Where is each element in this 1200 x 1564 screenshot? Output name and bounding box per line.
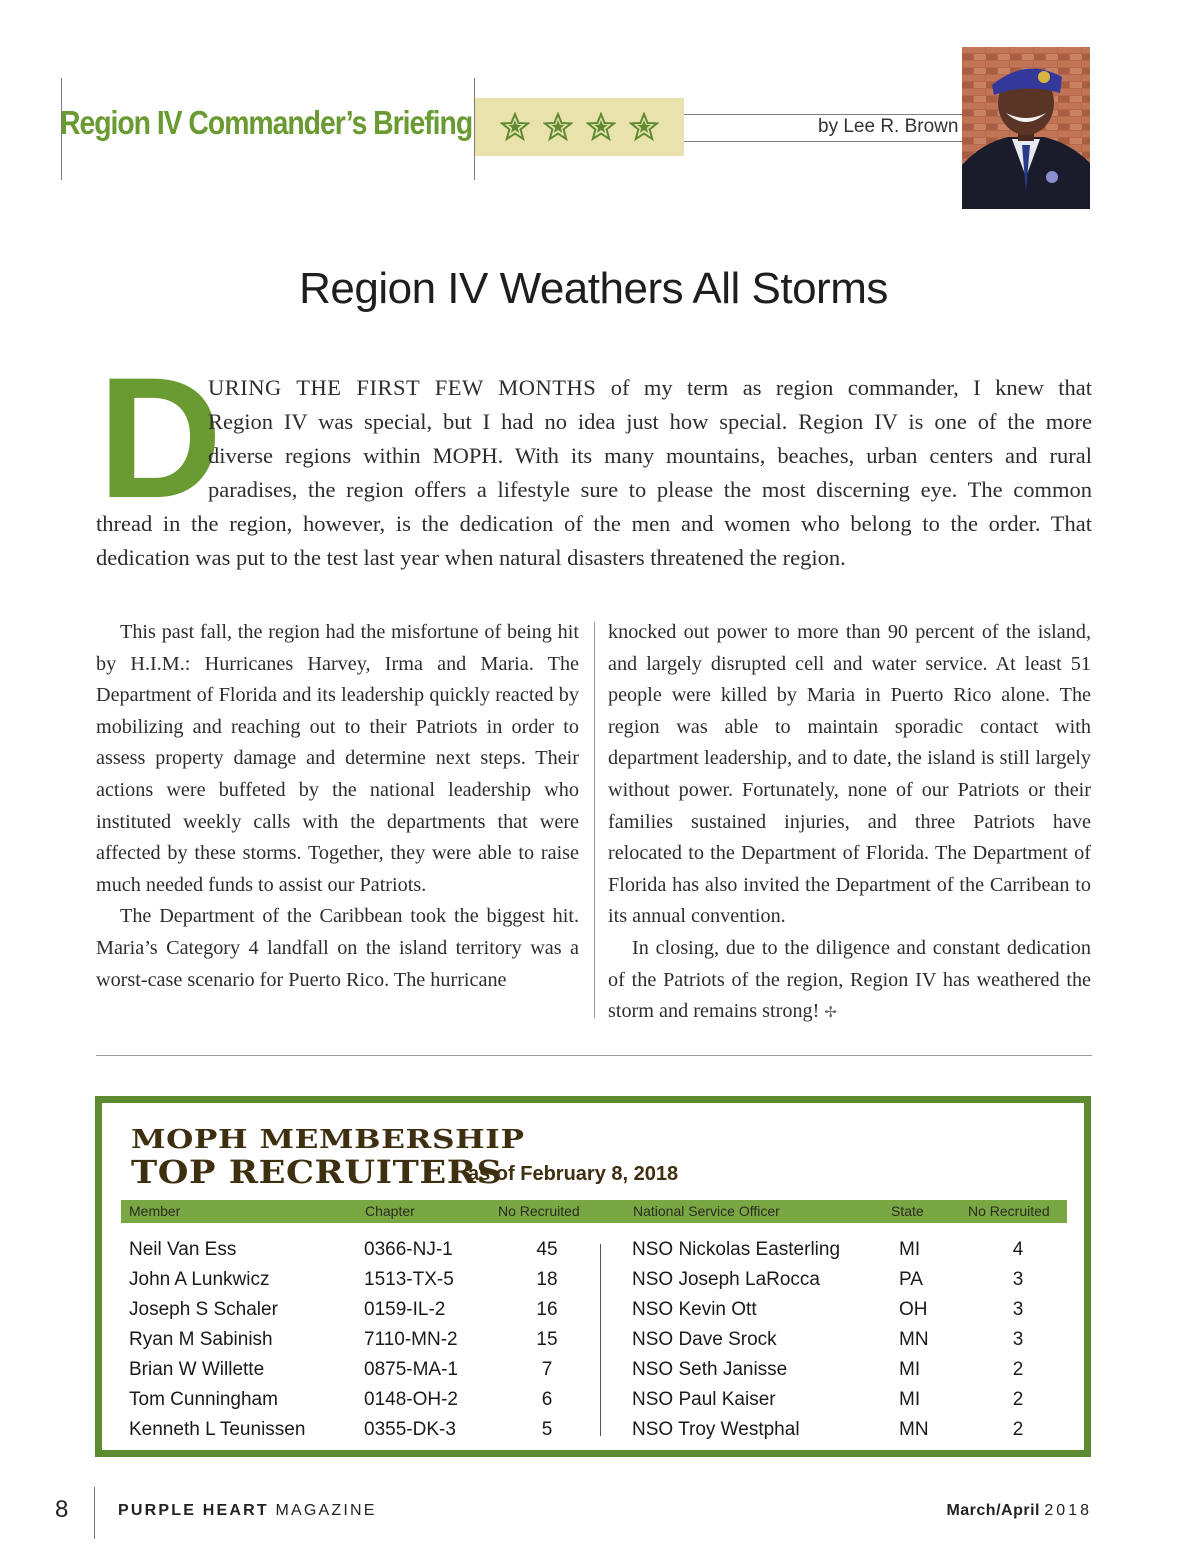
table-header (121, 1200, 1067, 1223)
column-header-state: State (891, 1203, 924, 1219)
column-header-nso-recruited: No Recruited (968, 1203, 1050, 1219)
member-name: Brian W Willette (129, 1359, 265, 1380)
intro-line: thread in the region, however, is the dedication of the men and women who belong to the order. That (96, 511, 1092, 536)
member-name: Joseph S Schaler (129, 1299, 278, 1320)
end-mark-icon: ✢ (824, 1003, 837, 1022)
magazine-name-bold: PURPLE HEART (118, 1502, 269, 1519)
star-icon (629, 112, 659, 142)
member-name: Kenneth L Teunissen (129, 1419, 306, 1440)
article-headline: Region IV Weathers All Storms (299, 264, 888, 313)
page-number: 8 (55, 1496, 69, 1523)
intro-lead: URING THE FIRST FEW MONTHS (208, 375, 597, 400)
table-row (102, 1385, 1084, 1415)
nso-recruited-count: 4 (1012, 1239, 1024, 1260)
byline-rule-bottom (684, 141, 962, 142)
body-paragraph: This past fall, the region had the misfortune of being hit by H.I.M.: Hurricanes Harvey, Irma and Maria. The Department of Florida and its leadership quickly reacted by mobilizing and reaching out to their Patriots in order to assess property damage and determine next steps. Their actions were buffeted by the national leadership who instituted weekly calls with the departments that were affected by these storms. Together, they were able to raise much needed funds to assist our Patriots. (96, 621, 579, 896)
magazine-name-rest: MAGAZINE (268, 1502, 377, 1519)
issue-months: March/April (946, 1502, 1040, 1519)
column-header-member: Member (129, 1203, 181, 1219)
star-band (475, 98, 684, 156)
section-title: Region IV Commander’s Briefing (60, 104, 473, 141)
nso-name: NSO Seth Janisse (632, 1359, 788, 1380)
state: MI (899, 1389, 921, 1410)
member-name: Ryan M Sabinish (129, 1329, 273, 1350)
intro-line: diverse regions within MOPH. With its many mountains, beaches, urban centers and rural (208, 443, 1092, 468)
article-column-right (608, 617, 1091, 1029)
chapter: 0355-DK-3 (364, 1419, 456, 1440)
star-icon (500, 112, 530, 142)
recruited-count: 7 (541, 1359, 553, 1380)
table-row (102, 1355, 1084, 1385)
issue-year: 2018 (1044, 1502, 1092, 1519)
state: MN (899, 1329, 929, 1350)
state: MN (899, 1419, 929, 1440)
nso-name: NSO Joseph LaRocca (632, 1269, 820, 1290)
intro-line: paradises, the region offers a lifestyle sure to please the most discerning eye. The common (208, 477, 1092, 502)
member-name: Tom Cunningham (129, 1389, 278, 1410)
chapter: 7110-MN-2 (364, 1329, 458, 1350)
nso-recruited-count: 3 (1012, 1299, 1024, 1320)
footer-divider (94, 1487, 95, 1539)
nso-name: NSO Nickolas Easterling (632, 1239, 841, 1260)
member-name: Neil Van Ess (129, 1239, 237, 1260)
recruiters-as-of: as of February 8, 2018 (468, 1163, 679, 1185)
recruiters-title-line1: MOPH MEMBERSHIP (131, 1125, 525, 1155)
table-row (102, 1415, 1084, 1445)
intro-line (208, 371, 1092, 405)
body-paragraph: The Department of the Caribbean took the biggest hit. Maria’s Category 4 landfall on the island territory was a worst-case scenario for Puerto Rico. The hurricane (96, 905, 579, 991)
nso-recruited-count: 3 (1012, 1269, 1024, 1290)
body-paragraph (608, 933, 1091, 1029)
body-paragraph: knocked out power to more than 90 percent of the island, and largely disrupted cell and water service. At least 51 people were killed by Maria in Puerto Rico alone. The region was able to maintain sporadic contact with department leadership, and to date, the island is still largely without power. Fortunately, none of our Patriots or their families sustained injuries, and three Patriots have relocated to the Department of Florida. The Department of Florida has also invited the Department of the Carribean to its annual convention. (608, 621, 1091, 928)
nso-name: NSO Kevin Ott (632, 1299, 757, 1320)
recruited-count: 18 (536, 1269, 558, 1290)
intro-line-text: of my term as region commander, I knew that (596, 375, 1092, 400)
magazine-name (118, 1502, 377, 1520)
member-name: John A Lunkwicz (129, 1269, 270, 1290)
chapter: 0148-OH-2 (364, 1389, 458, 1410)
star-icon (543, 112, 573, 142)
chapter: 1513-TX-5 (364, 1269, 454, 1290)
recruited-count: 16 (536, 1299, 558, 1320)
recruiters-title-line2: TOP RECRUITERS (131, 1153, 503, 1191)
article-column-left (96, 617, 579, 996)
nso-name: NSO Dave Srock (632, 1329, 777, 1350)
recruited-count: 6 (541, 1389, 553, 1410)
chapter: 0159-IL-2 (364, 1299, 446, 1320)
drop-cap: D (98, 342, 223, 534)
intro-line: Region IV was special, but I had no idea just how special. Region IV is one of the more (208, 409, 1092, 434)
star-icon (586, 112, 616, 142)
column-header-chapter: Chapter (365, 1203, 415, 1219)
nso-recruited-count: 2 (1012, 1389, 1024, 1410)
state: OH (899, 1299, 928, 1320)
column-header-nso: National Service Officer (633, 1203, 780, 1219)
table-row (102, 1295, 1084, 1325)
section-divider (96, 1055, 1092, 1056)
table-row (102, 1235, 1084, 1265)
author-photo (962, 47, 1090, 209)
state: MI (899, 1239, 921, 1260)
table-body (102, 1235, 1084, 1445)
chapter: 0875-MA-1 (364, 1359, 458, 1380)
recruited-count: 15 (536, 1329, 558, 1350)
closing-text: In closing, due to the diligence and constant dedication of the Patriots of the region, Region IV has weathered the storm and remains strong! (608, 936, 1091, 1023)
state: MI (899, 1359, 921, 1380)
state: PA (899, 1269, 923, 1290)
nso-name: NSO Paul Kaiser (632, 1389, 776, 1410)
byline-rule-top (684, 114, 962, 115)
table-row (102, 1325, 1084, 1355)
issue-date (946, 1502, 1092, 1520)
top-recruiters-box (95, 1096, 1091, 1457)
nso-recruited-count: 2 (1012, 1359, 1024, 1380)
nso-recruited-count: 3 (1012, 1329, 1024, 1350)
column-divider (594, 622, 595, 1018)
intro-line: dedication was put to the test last year when natural disasters threatened the region. (96, 545, 846, 570)
byline: by Lee R. Brown (818, 116, 959, 137)
recruited-count: 5 (541, 1419, 553, 1440)
nso-recruited-count: 2 (1012, 1419, 1024, 1440)
table-row (102, 1265, 1084, 1295)
chapter: 0366-NJ-1 (364, 1239, 453, 1260)
recruited-count: 45 (536, 1239, 558, 1260)
column-header-recruited: No Recruited (498, 1203, 580, 1219)
nso-name: NSO Troy Westphal (632, 1419, 800, 1440)
